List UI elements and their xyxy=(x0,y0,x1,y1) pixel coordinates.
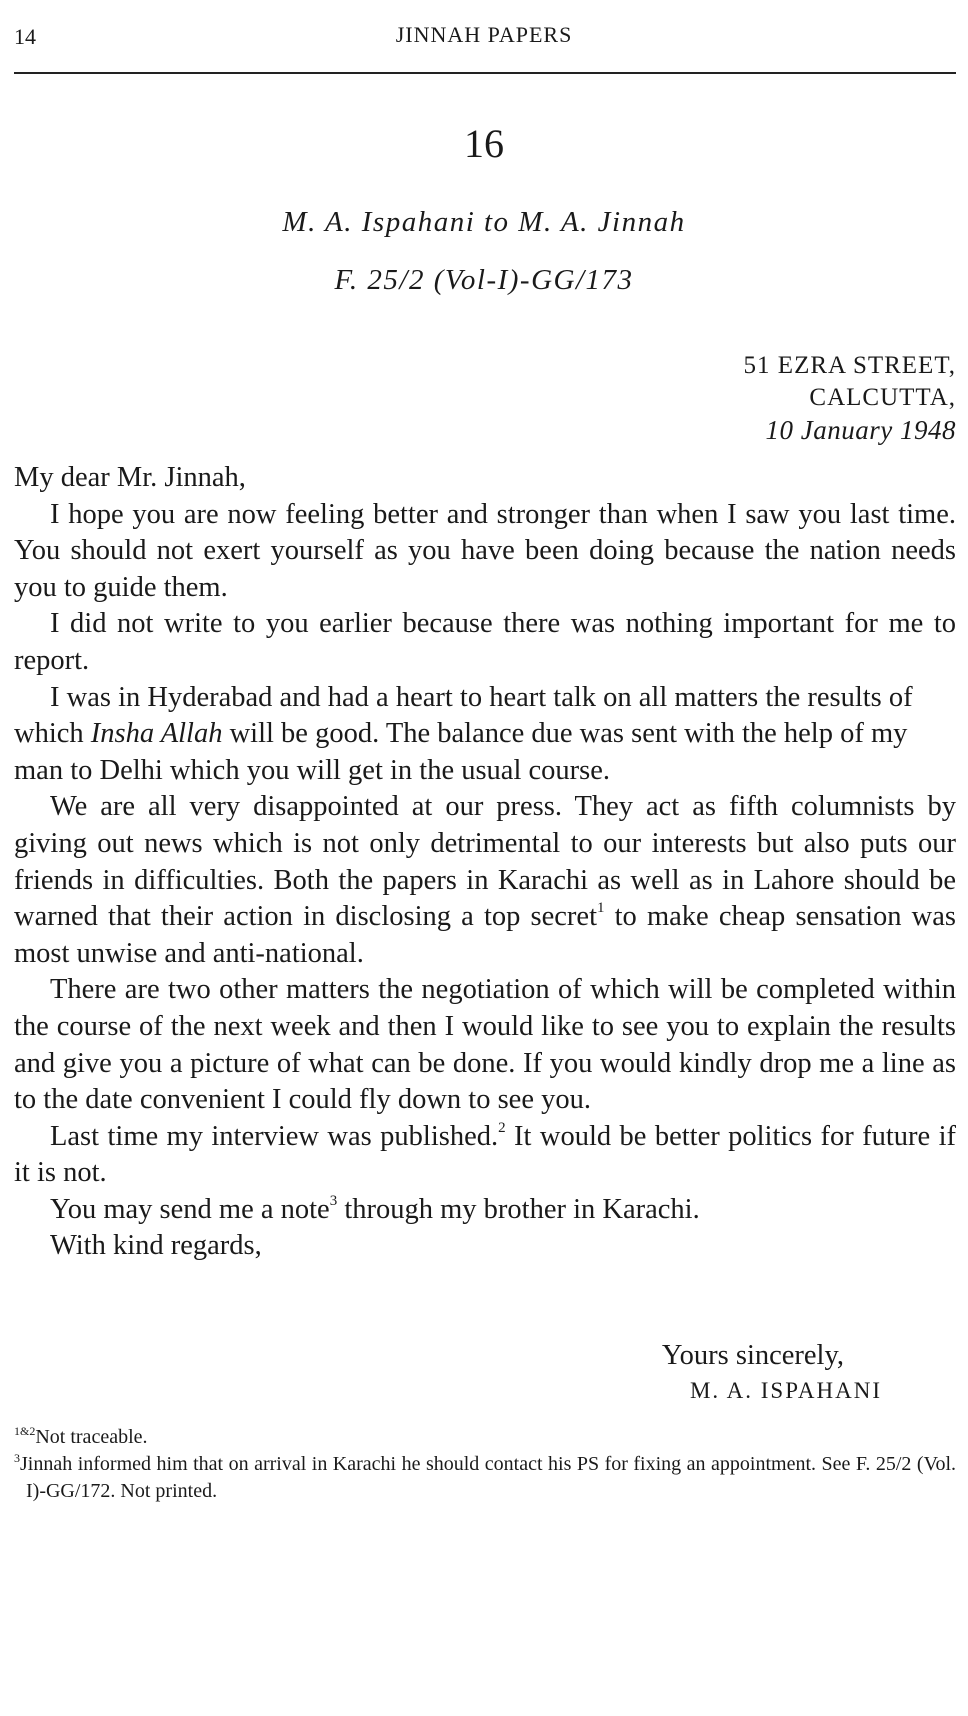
paragraph-3 xyxy=(14,680,956,790)
footnote-2-text: Jinnah informed him that on arrival in Karachi he should contact his PS for fixing an appointment. See F. 25/2 (Vol. I)-GG/172. Not printed. xyxy=(20,1453,956,1502)
paragraph-3-text-a: I was in Hyderabad and had a heart to heart talk on all matters the results of which xyxy=(14,681,913,750)
address-city: CALCUTTA, xyxy=(809,384,956,411)
footnote-2-marker: 3 xyxy=(14,1451,20,1465)
paragraph-5: There are two other matters the negotiation of which will be completed within the course of the next week and then I would like to see you to explain the results and give you a picture of what can be done. If you would kindly drop me a line as to the date convenient I could fly down to see you. xyxy=(14,974,956,1116)
paragraph-6 xyxy=(14,1119,956,1192)
sender-address xyxy=(744,350,956,446)
footnotes xyxy=(14,1424,956,1505)
footnote-1 xyxy=(14,1424,956,1451)
signer-name: M. A. ISPAHANI xyxy=(689,1378,882,1403)
footnote-1-text: Not traceable. xyxy=(35,1426,148,1448)
document-reference: F. 25/2 (Vol-I)-GG/173 xyxy=(334,264,634,296)
footnote-ref-3: 3 xyxy=(329,1192,338,1209)
paragraph-3-italic: Insha Allah xyxy=(90,718,223,750)
footnote-2 xyxy=(14,1451,956,1505)
salutation: My dear Mr. Jinnah, xyxy=(14,462,246,493)
footnote-1-marker: 1&2 xyxy=(14,1424,36,1438)
letter-closing xyxy=(661,1338,882,1408)
paragraph-6-text-b: It would be better politics for future if it is not. xyxy=(14,1120,956,1189)
paragraph-4 xyxy=(14,789,956,972)
paragraph-7 xyxy=(14,1192,956,1229)
letter-body xyxy=(14,460,956,1265)
header-rule xyxy=(14,72,956,74)
document-heading: M. A. Ispahani to M. A. Jinnah xyxy=(282,206,686,238)
running-head xyxy=(14,20,954,50)
paragraph-7-text-b: through my brother in Karachi. xyxy=(337,1193,700,1225)
footnote-ref-1: 1 xyxy=(596,900,605,917)
paragraph-8: With kind regards, xyxy=(50,1230,262,1262)
running-title: JINNAH PAPERS xyxy=(395,22,573,47)
paragraph-6-text-a: Last time my interview was published. xyxy=(50,1120,499,1152)
address-street: 51 EZRA STREET, xyxy=(743,352,956,379)
page-number: 14 xyxy=(14,24,36,49)
paragraph-2: I did not write to you earlier because there was nothing important for me to report. xyxy=(14,608,956,676)
footnote-ref-2: 2 xyxy=(498,1119,506,1136)
paragraph-4-text-b: to make cheap sensation was most unwise and anti-national. xyxy=(14,901,956,969)
document-number: 16 xyxy=(464,121,504,166)
paragraph-3-text-b: will be good. The balance due was sent with the help of my man to Delhi which you will get in the usual course. xyxy=(14,718,908,786)
closing-phrase: Yours sincerely, xyxy=(661,1340,844,1371)
paragraph-7-text-a: You may send me a note xyxy=(50,1193,330,1225)
paragraph-4-text-a: We are all very disappointed at our press. They act as fifth columnists by giving out news which is not only detrimental to our interests but also puts our friends in difficulties. Both the papers in Karachi as well as in Lahore should be warned that their action in disclosing a top secret xyxy=(14,791,956,933)
paragraph-1: I hope you are now feeling better and stronger than when I saw you last time. You should not exert yourself as you have been doing because the nation needs you to guide them. xyxy=(14,498,956,603)
letter-date: 10 January 1948 xyxy=(765,415,956,445)
